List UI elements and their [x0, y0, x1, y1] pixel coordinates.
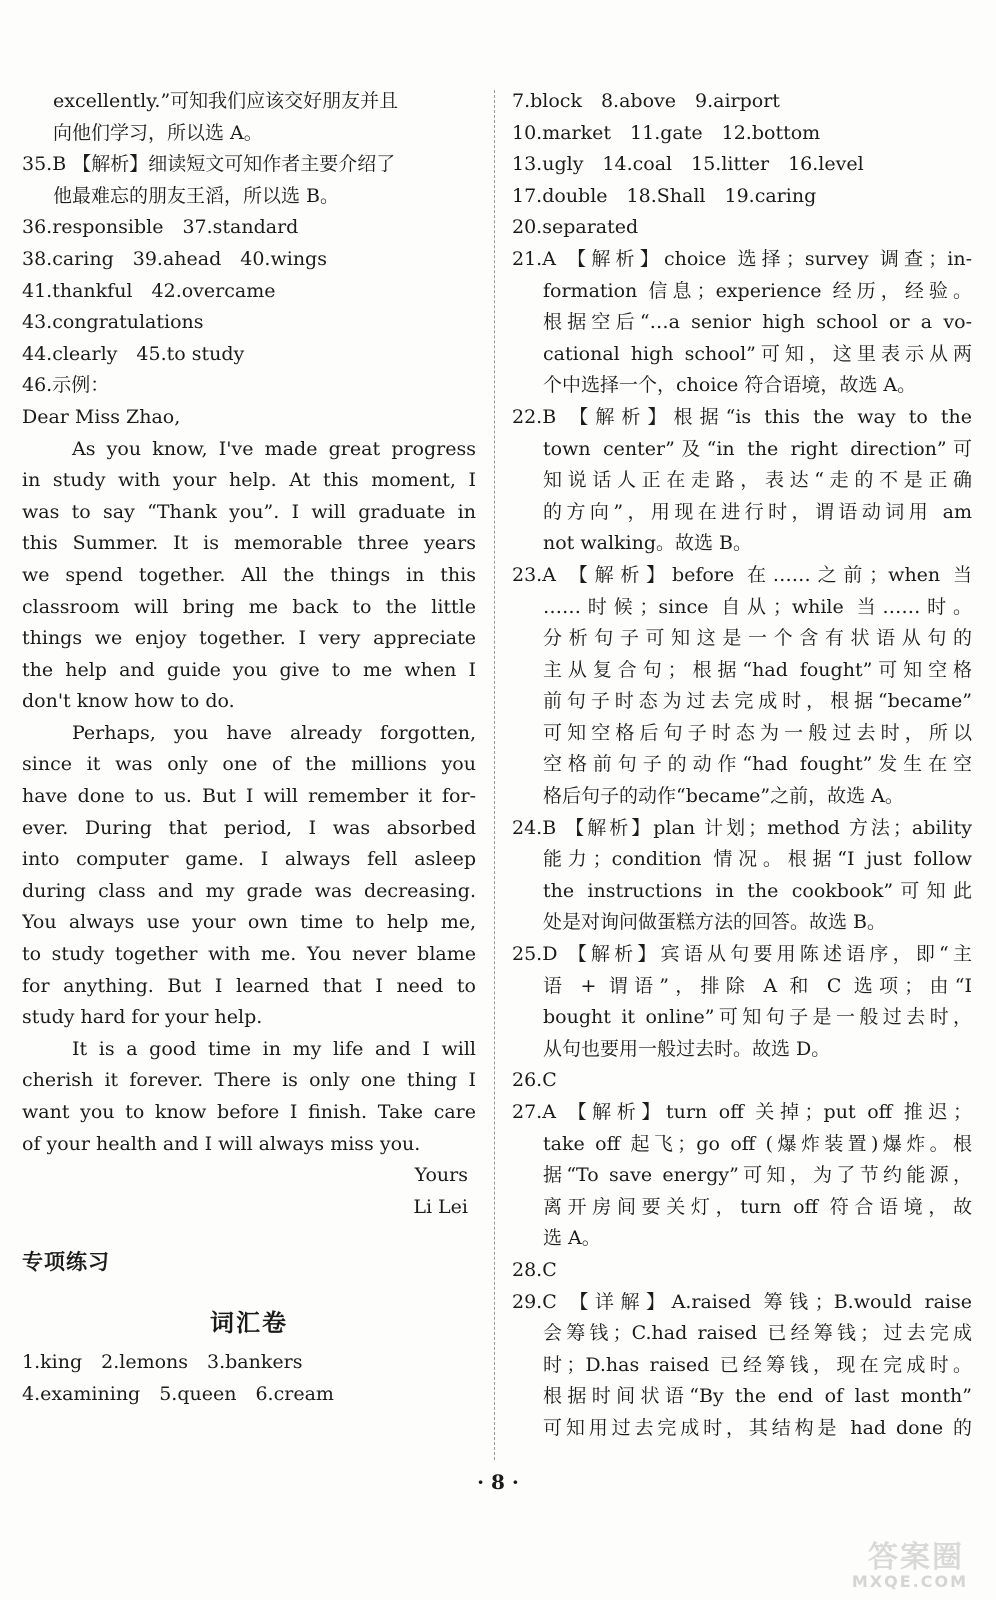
left-text-block [22, 86, 476, 1223]
text-line: 选 A。 [543, 1227, 601, 1250]
text-line: 他最难忘的朋友王滔，所以选 B。 [53, 184, 340, 207]
text-line: 格后句子的动作“became”之前，故选 A。 [543, 785, 904, 808]
text-line: 35.B 【解析】细读短文可知作者主要介绍了 [22, 153, 396, 176]
text-line: cational high school”可知，这里表示从两 [543, 342, 972, 365]
text-line: 29.C 【详解】A.raised 筹钱；B.would raise [512, 1290, 972, 1313]
text-line: As you know, I've made great progress [72, 437, 476, 460]
text-line: 处是对询问做蛋糕方法的回答。故选 B。 [543, 911, 887, 934]
text-line: 前句子时态为过去完成时，根据“became” [543, 690, 972, 713]
text-line: 25.D 【解析】宾语从句要用陈述语序，即“主 [512, 943, 972, 966]
watermark-text: 答案圈 [868, 1540, 964, 1575]
text-line: 根据时间状语“By the end of last month” [543, 1385, 972, 1408]
text-line: into computer game. I always fell asleep [22, 848, 476, 871]
text-line: It is a good time in my life and I will [72, 1037, 476, 1060]
text-line: to study together with me. You never blame [22, 943, 476, 966]
text-line: 20.separated [512, 216, 639, 239]
text-line: 向他们学习，所以选 A。 [53, 121, 263, 144]
text-line: 的方向”，用现在进行时，谓语动词用 am [543, 500, 972, 523]
text-line: want you to know before I finish. Take care [22, 1101, 476, 1123]
text-line: 可知用过去完成时，其结构是 had done 的 [543, 1416, 972, 1439]
text-line: You always use your own time to help me, [22, 911, 476, 934]
text-line: 21.A 【解析】choice 选择；survey 调查；in- [512, 247, 972, 270]
text-line: 26.C [512, 1069, 557, 1092]
text-line: Yours [414, 1164, 468, 1187]
text-line: 分析句子可知这是一个含有状语从句的 [543, 627, 972, 650]
vocab-title: 词汇卷 [210, 1308, 288, 1338]
text-line: excellently.”可知我们应该交好朋友并且 [53, 90, 399, 112]
text-line: 41.thankful 42.overcame [22, 279, 276, 302]
text-line: study hard for your help. [22, 1006, 263, 1029]
vocab-line: 4.examining 5.queen 6.cream [22, 1382, 334, 1405]
section-title: 专项练习 [22, 1250, 110, 1275]
column-divider [494, 90, 495, 1460]
text-line: in study with your help. At this moment, I [22, 469, 476, 492]
text-line: 24.B 【解析】plan 计划；method 方法；ability [512, 816, 972, 839]
text-line: don't know how to do. [22, 690, 235, 713]
text-line: the instructions in the cookbook”可知此 [543, 879, 972, 902]
text-line: 知说话人正在走路，表达“走的不是正确 [543, 469, 972, 492]
text-line: 13.ugly 14.coal 15.litter 16.level [512, 153, 864, 176]
text-line: cherish it forever. There is only one thing I [22, 1069, 476, 1092]
text-line: 语 + 谓语”，排除 A 和 C 选项；由“I [543, 974, 972, 997]
text-line: for anything. But I learned that I need to [22, 974, 476, 997]
watermark-logo [814, 1532, 974, 1590]
text-line: 28.C [512, 1258, 557, 1281]
watermark-url: MXQE.COM [851, 1572, 968, 1591]
text-line: have done to us. But I will remember it for- [22, 785, 476, 808]
text-line: classroom will bring me back to the little [22, 595, 476, 618]
text-line: 根据空后“…a senior high school or a vo- [543, 311, 972, 334]
text-line: during class and my grade was decreasing. [22, 879, 476, 902]
vocab-line: 1.king 2.lemons 3.bankers [22, 1351, 303, 1374]
left-column [22, 86, 476, 1411]
text-line: was to say “Thank you”. I will graduate in [22, 500, 476, 523]
text-line: take off 起飞；go off (爆炸装置)爆炸。根 [543, 1132, 972, 1155]
text-line: Perhaps, you have already forgotten, [72, 721, 476, 744]
text-line: 46.示例： [22, 374, 110, 397]
text-line: 据“To save energy”可知，为了节约能源， [543, 1164, 972, 1187]
text-line: since it was only one of the millions you [22, 753, 476, 776]
text-line: 可知空格后句子时态为一般过去时，所以 [543, 721, 972, 744]
text-line: ever. During that period, I was absorbed [22, 816, 476, 839]
text-line: formation 信息；experience 经历，经验。 [543, 279, 972, 302]
text-line: 时；D.has raised 已经筹钱，现在完成时。 [543, 1353, 972, 1376]
text-line: 主从复合句；根据“had fought”可知空格 [543, 658, 972, 681]
page-number: · 8 · [477, 1470, 519, 1494]
text-line: 22.B 【解析】根据“is this the way to the [512, 405, 972, 428]
text-line: 44.clearly 45.to study [22, 342, 245, 365]
text-line: 从句也要用一般过去时。故选 D。 [543, 1037, 831, 1060]
text-line: 36.responsible 37.standard [22, 216, 299, 239]
text-line: 能力；condition 情况。根据“I just follow [543, 848, 972, 871]
text-line: 10.market 11.gate 12.bottom [512, 121, 821, 144]
text-line: 空格前句子的动作“had fought”发生在空 [543, 753, 972, 776]
text-line: we spend together. All the things in this [22, 563, 476, 586]
text-line: not walking。故选 B。 [543, 532, 753, 555]
text-line: Dear Miss Zhao, [22, 405, 181, 428]
text-line: 个中选择一个，choice 符合语境，故选 A。 [543, 374, 917, 397]
text-line: 27.A 【解析】turn off 关掉；put off 推迟； [512, 1101, 972, 1123]
text-line: town center”及“in the right direction”可 [543, 437, 972, 460]
text-line: 23.A 【解析】before 在……之前；when 当 [512, 563, 972, 586]
text-line: 7.block 8.above 9.airport [512, 90, 780, 112]
text-line: this Summer. It is memorable three years [22, 532, 476, 555]
text-line: 离开房间要关灯，turn off 符合语境，故 [543, 1195, 972, 1218]
text-line: bought it online”可知句子是一般过去时， [543, 1006, 972, 1029]
text-line: 17.double 18.Shall 19.caring [512, 184, 817, 207]
text-line: 38.caring 39.ahead 40.wings [22, 247, 327, 270]
text-line: 43.congratulations [22, 311, 204, 334]
text-line: Li Lei [413, 1195, 468, 1218]
text-line: ……时候；since 自从；while 当……时。 [543, 595, 972, 618]
text-line: of your health and I will always miss you. [22, 1132, 421, 1155]
text-line: 会筹钱；C.had raised 已经筹钱；过去完成 [543, 1322, 972, 1345]
right-column [512, 86, 972, 1445]
text-line: things we enjoy together. I very appreciate [22, 627, 476, 650]
vocab-answers [22, 1347, 476, 1410]
text-line: the help and guide you give to me when I [22, 658, 476, 681]
right-text-block [512, 86, 972, 1445]
